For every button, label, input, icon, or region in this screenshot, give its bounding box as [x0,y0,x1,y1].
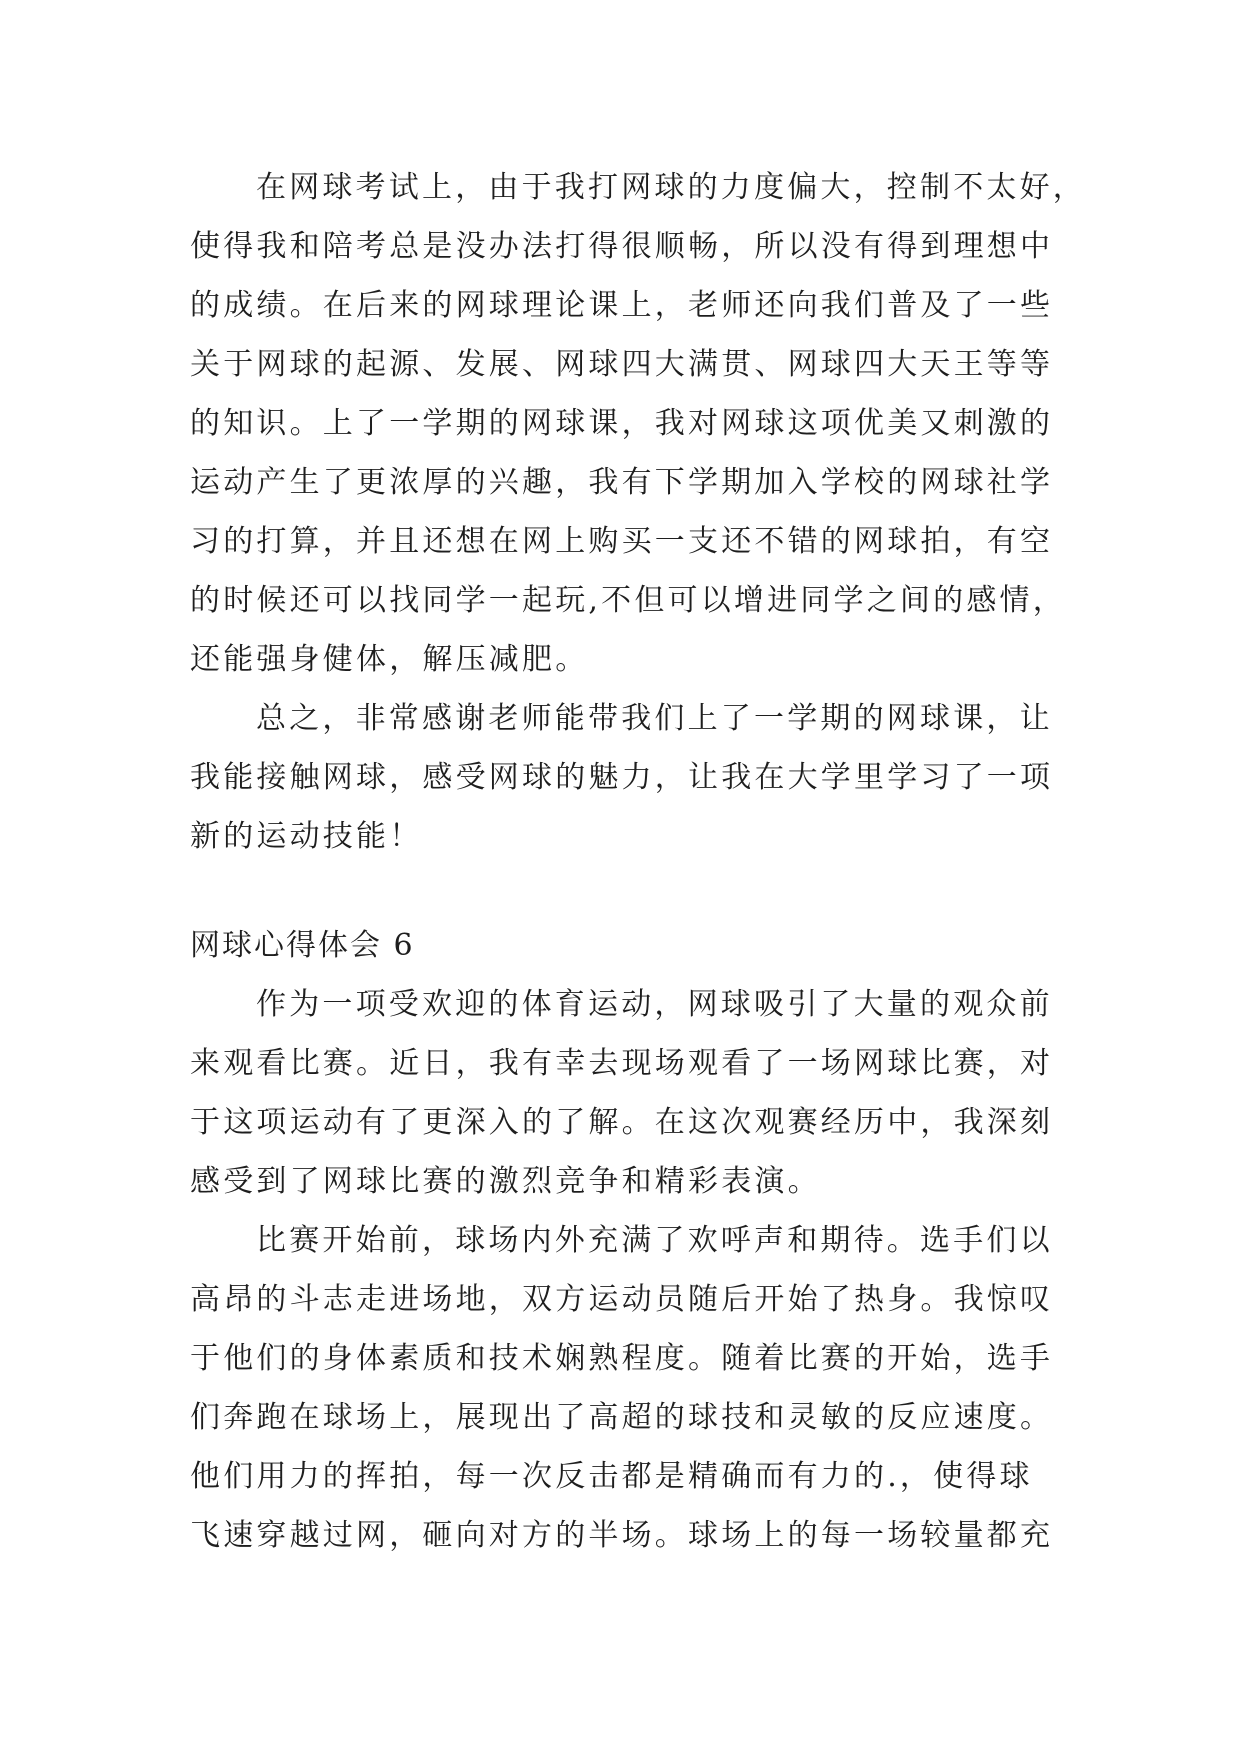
text-line: 总之，非常感谢老师能带我们上了一学期的网球课，让 [256,701,1053,736]
text-line: 作为一项受欢迎的体育运动，网球吸引了大量的观众前 [256,987,1053,1022]
text-line: 新的运动技能！ [190,819,423,854]
text-line: 在网球考试上，由于我打网球的力度偏大，控制不太好， [256,170,1086,205]
text-line: 来观看比赛。近日，我有幸去现场观看了一场网球比赛，对 [190,1046,1054,1081]
text-line: 的成绩。在后来的网球理论课上，老师还向我们普及了一些 [190,288,1054,323]
text-line: 还能强身健体，解压减肥。 [190,642,589,677]
text-line: 们奔跑在球场上，展现出了高超的球技和灵敏的反应速度。 [190,1400,1054,1435]
section-heading: 网球心得体会 6 [190,928,415,963]
text-line: 高昂的斗志走进场地，双方运动员随后开始了热身。我惊叹 [190,1282,1054,1317]
text-line: 习的打算，并且还想在网上购买一支还不错的网球拍，有空 [190,524,1054,559]
text-line: 使得我和陪考总是没办法打得很顺畅，所以没有得到理想中 [190,229,1054,264]
text-line: 飞速穿越过网，砸向对方的半场。球场上的每一场较量都充 [190,1518,1054,1553]
text-line: 的时候还可以找同学一起玩,不但可以增进同学之间的感情， [190,583,1066,618]
text-line: 比赛开始前，球场内外充满了欢呼声和期待。选手们以 [256,1223,1053,1258]
text-line: 关于网球的起源、发展、网球四大满贯、网球四大天王等等 [190,347,1054,382]
text-line: 的知识。上了一学期的网球课，我对网球这项优美又刺激的 [190,406,1054,441]
text-line: 他们用力的挥拍，每一次反击都是精确而有力的.，使得球 [190,1459,1033,1494]
text-line: 运动产生了更浓厚的兴趣，我有下学期加入学校的网球社学 [190,465,1054,500]
text-line: 我能接触网球，感受网球的魅力，让我在大学里学习了一项 [190,760,1054,795]
text-line: 感受到了网球比赛的激烈竞争和精彩表演。 [190,1164,821,1199]
text-line: 于这项运动有了更深入的了解。在这次观赛经历中，我深刻 [190,1105,1054,1140]
text-line: 于他们的身体素质和技术娴熟程度。随着比赛的开始，选手 [190,1341,1054,1376]
